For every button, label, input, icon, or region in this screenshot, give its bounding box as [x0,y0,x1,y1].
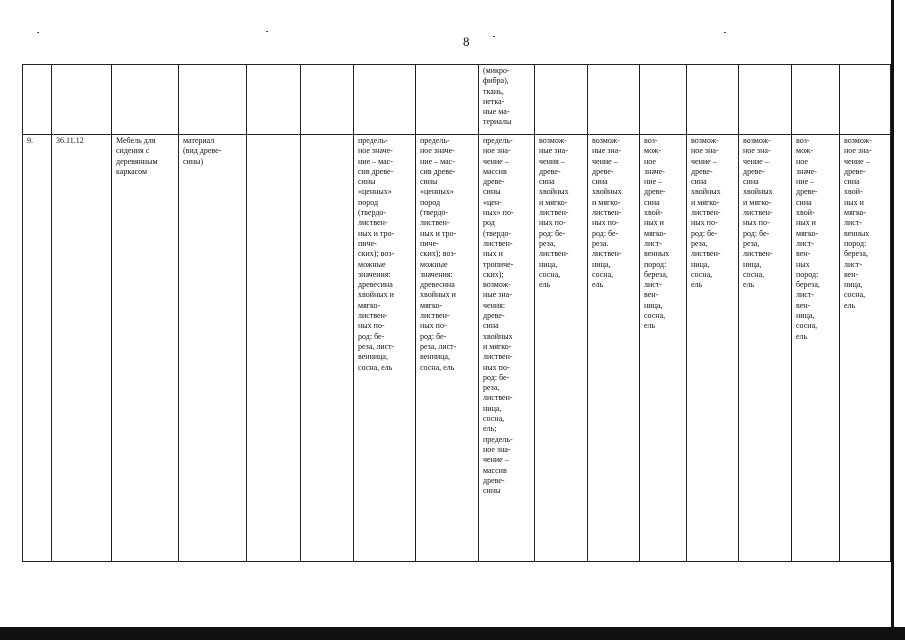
table-cell: возмож- ное зна- чение – древе- сина хвойных и мягко- листвен- ных по- род: бе- реза, листвен- ница, сосна, ель [739,135,792,562]
okpd-code-cell: 36.11.12 [52,135,112,562]
table-cell: воз- мож- ное значе- ние – древе- сина хвой- ных и мягко- лист- вен- ных пород: береза, лист- вен- ница, сосна, ель [792,135,840,562]
table-cell: воз- мож- ное значе- ние – древе- сина хвой- ных и мягко- лист- венных пород: береза, лист- вен- ница, сосна, ель [640,135,687,562]
table-cell [247,65,301,135]
table-cell [354,65,416,135]
table-cell [739,65,792,135]
table-cell: возмож- ные зна- чения – древе- сина хвойных и мягко- листвен- ных по- род: бе- реза, листвен- ница, сосна, ель [535,135,588,562]
table-cell [416,65,479,135]
table-cell [687,65,739,135]
scan-border-bottom [0,627,905,640]
table-cell: возмож- ные зна- чение – древе- сина хвойных и мягко- листвен- ных по- род: бе- реза. листвен- ница, сосна, ель [588,135,640,562]
table-cell [247,135,301,562]
table-cell [179,65,247,135]
table-cell [112,65,179,135]
table-cell [792,65,840,135]
table-cell: (микро- фибра), ткань, нетка- ные ма- териалы [479,65,535,135]
table-cell: предель- ное значе- ние – мас- сив древе- сины «ценных» пород (твердо- листвен- ных и тро- пиче- ских); воз- можные значения: древесина хвойных и мягко- листвен- ных по- род: бе- реза, лист- венница, сосна, ель [416,135,479,562]
table-cell [588,65,640,135]
page-number: 8 [463,34,470,49]
table-row [23,135,891,562]
specification-table [22,64,891,562]
product-name-cell: Мебель для сидения с деревянным каркасом [112,135,179,562]
table-cell [301,135,354,562]
table-cell [840,65,891,135]
table-cell [52,65,112,135]
scan-border-right [891,0,894,640]
scan-speck [724,32,726,33]
table-cell: предель- ное значе- ние – мас- сив древе- сины «ценных» пород (твердо- листвен- ных и тро- пиче- ских); воз- можные значения: древесина хвойных и мягко- листвен- ных по- род: бе- реза, лист- венница, сосна, ель [354,135,416,562]
table-cell [640,65,687,135]
table-cell [301,65,354,135]
table-row [23,65,891,135]
table-cell [535,65,588,135]
table-cell: возмож- ное зна- чение – древе- сина хвойных и мягко- листвен- ных по- род: бе- реза, листвен- ница, сосна, ель [687,135,739,562]
table-cell: предель- ное зна- чение – массив древе- сины «цен- ных» по- род (твердо- листвен- ных и тропиче- ских); возмож- ные зна- чения: древе- сина хвойных и мягко- листвен- ных по- род: бе- реза, листвен- ница, сосна, ель; предель- ное зна- чение – массив древе- сины [479,135,535,562]
table-cell: возмож- ное зна- чение – древе- сина хвой- ных и мягко- лист- венных пород: береза, лист- вен- ница, сосна, ель [840,135,891,562]
row-number-cell: 9. [23,135,52,562]
scan-speck [37,32,39,33]
scan-speck [266,31,268,32]
characteristic-name-cell: материал (вид древе- сины) [179,135,247,562]
scan-speck [493,36,495,37]
table-cell [23,65,52,135]
